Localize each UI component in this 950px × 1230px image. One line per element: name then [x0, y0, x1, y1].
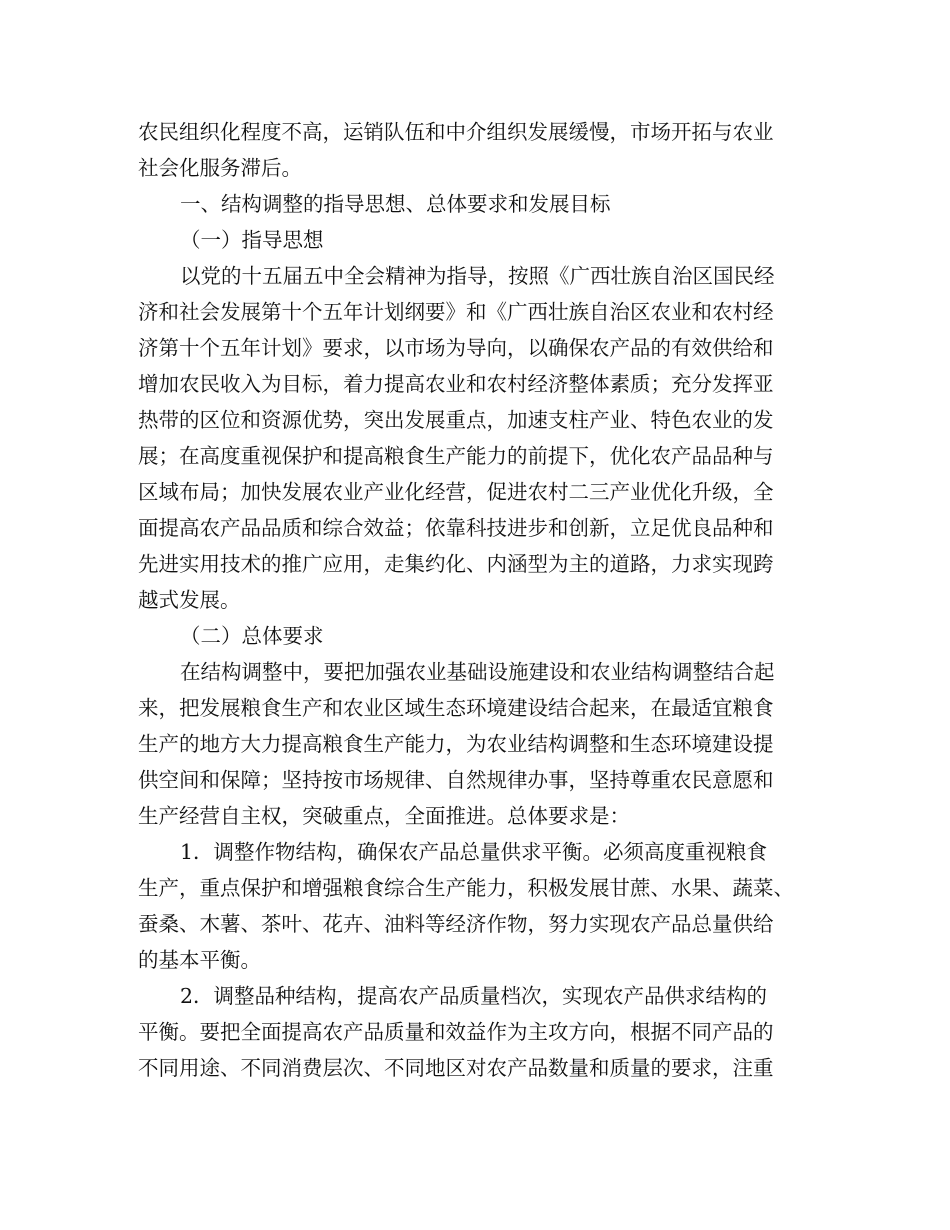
paragraph-line: 展；在高度重视保护和提高粮食生产能力的前提下，优化农产品品种与 [138, 444, 774, 468]
paragraph-line: 蚕桑、木薯、茶叶、花卉、油料等经济作物，努力实现农产品总量供给 [138, 912, 774, 936]
paragraph-line: 来，把发展粮食生产和农业区域生态环境建设结合起来，在最适宜粮食 [138, 696, 774, 720]
numbered-item-2: 2．调整品种结构，提高农产品质量档次，实现农产品供求结构的 [180, 984, 768, 1008]
paragraph-line: 增加农民收入为目标，着力提高农业和农村经济整体素质；充分发挥亚 [138, 372, 774, 396]
paragraph-line: 的基本平衡。 [138, 948, 261, 972]
subsection-heading: （二）总体要求 [180, 624, 324, 648]
paragraph-line: 越式发展。 [138, 588, 241, 612]
section-heading: 一、结构调整的指导思想、总体要求和发展目标 [180, 192, 611, 216]
paragraph-line: 区域布局；加快发展农业产业化经营，促进农村二三产业优化升级，全 [138, 480, 774, 504]
paragraph-line: 面提高农产品品质和综合效益；依靠科技进步和创新，立足优良品种和 [138, 516, 774, 540]
paragraph-line: 济第十个五年计划》要求，以市场为导向，以确保农产品的有效供给和 [138, 336, 774, 360]
paragraph-line: 社会化服务滞后。 [138, 156, 302, 180]
paragraph-line: 生产，重点保护和增强粮食综合生产能力，积极发展甘蔗、水果、蔬菜、 [138, 876, 794, 900]
paragraph-line: 济和社会发展第十个五年计划纲要》和《广西壮族自治区农业和农村经 [138, 300, 774, 324]
paragraph-line: 生产经营自主权，突破重点，全面推进。总体要求是： [138, 804, 630, 828]
paragraph-line: 以党的十五届五中全会精神为指导，按照《广西壮族自治区国民经 [180, 264, 775, 288]
paragraph-line: 先进实用技术的推广应用，走集约化、内涵型为主的道路，力求实现跨 [138, 552, 774, 576]
paragraph-line: 在结构调整中，要把加强农业基础设施建设和农业结构调整结合起 [180, 660, 775, 684]
numbered-item-1: 1．调整作物结构，确保农产品总量供求平衡。必须高度重视粮食 [180, 840, 768, 864]
paragraph-line: 供空间和保障；坚持按市场规律、自然规律办事，坚持尊重农民意愿和 [138, 768, 774, 792]
paragraph-line: 生产的地方大力提高粮食生产能力，为农业结构调整和生态环境建设提 [138, 732, 774, 756]
paragraph-line: 农民组织化程度不高，运销队伍和中介组织发展缓慢，市场开拓与农业 [138, 120, 774, 144]
paragraph-line: 热带的区位和资源优势，突出发展重点，加速支柱产业、特色农业的发 [138, 408, 774, 432]
paragraph-line: 平衡。要把全面提高农产品质量和效益作为主攻方向，根据不同产品的 [138, 1020, 774, 1044]
subsection-heading: （一）指导思想 [180, 228, 324, 252]
paragraph-line: 不同用途、不同消费层次、不同地区对农产品数量和质量的要求，注重 [138, 1056, 774, 1080]
